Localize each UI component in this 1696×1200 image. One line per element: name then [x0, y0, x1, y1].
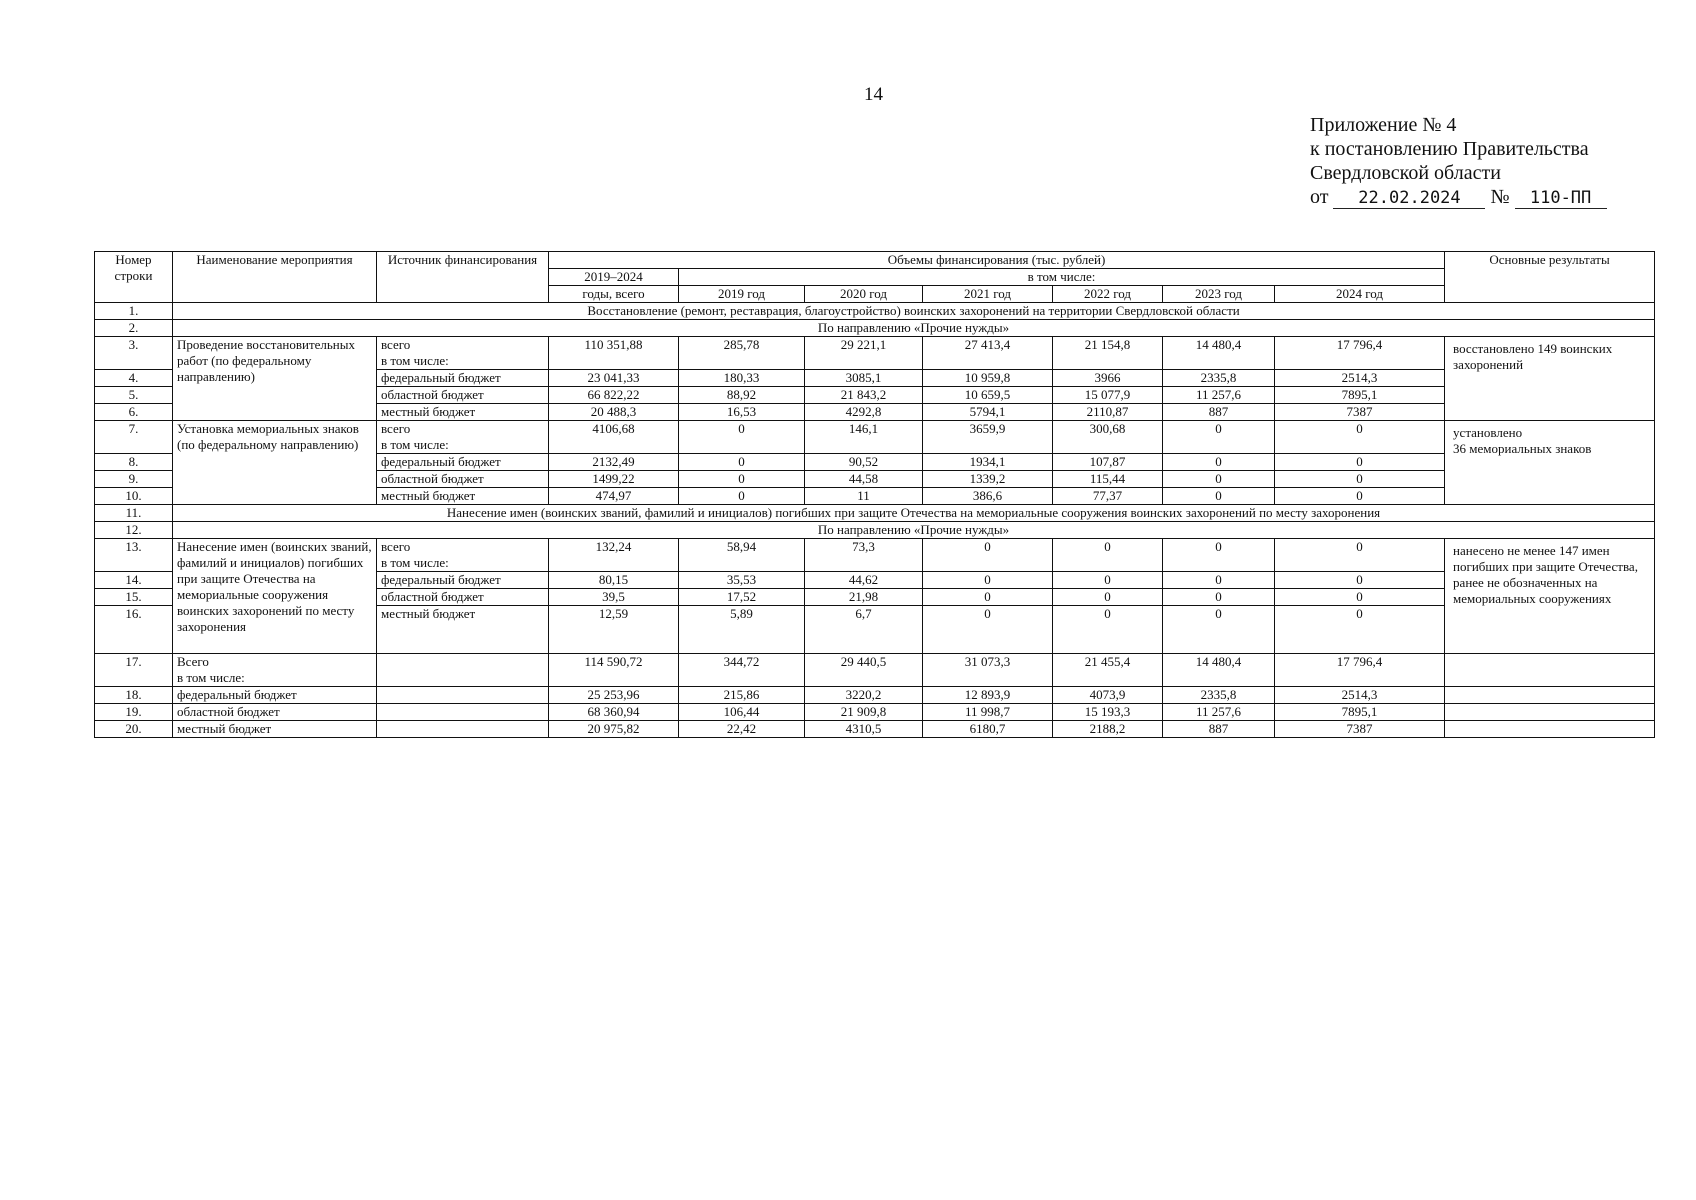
row-number: 15. — [95, 589, 173, 606]
value-cell: 0 — [1053, 539, 1163, 572]
totals-label: местный бюджет — [173, 721, 377, 738]
header-year: 2024 год — [1275, 286, 1445, 303]
value-cell: 12 893,9 — [923, 687, 1053, 704]
header-including: в том числе: — [679, 269, 1445, 286]
value-cell: 0 — [923, 606, 1053, 654]
row-number: 5. — [95, 387, 173, 404]
source-federal: федеральный бюджет — [377, 454, 549, 471]
value-cell: 0 — [1163, 589, 1275, 606]
result-cell: восстановлено 149 воинских захоронений — [1445, 337, 1655, 421]
value-cell: 23 041,33 — [549, 370, 679, 387]
value-cell: 4292,8 — [805, 404, 923, 421]
value-cell: 15 193,3 — [1053, 704, 1163, 721]
value-cell: 6,7 — [805, 606, 923, 654]
value-cell: 80,15 — [549, 572, 679, 589]
row-number: 7. — [95, 421, 173, 454]
source-total — [377, 539, 549, 572]
value-cell: 3966 — [1053, 370, 1163, 387]
value-cell: 4106,68 — [549, 421, 679, 454]
appendix-line-decree: к постановлению Правительства — [1310, 138, 1589, 160]
source-sublabel: в том числе: — [381, 555, 449, 570]
value-cell: 11 — [805, 488, 923, 505]
value-cell: 0 — [1163, 488, 1275, 505]
value-cell: 114 590,72 — [549, 654, 679, 687]
value-cell: 2132,49 — [549, 454, 679, 471]
value-cell: 25 253,96 — [549, 687, 679, 704]
header-results: Основные результаты — [1445, 252, 1655, 303]
row-number: 2. — [95, 320, 173, 337]
value-cell: 474,97 — [549, 488, 679, 505]
section-title: Восстановление (ремонт, реставрация, благоустройство) воинских захоронений на территории Свердловской области — [173, 303, 1655, 320]
value-cell: 132,24 — [549, 539, 679, 572]
value-cell: 20 488,3 — [549, 404, 679, 421]
value-cell: 68 360,94 — [549, 704, 679, 721]
row-number: 18. — [95, 687, 173, 704]
totals-label: федеральный бюджет — [173, 687, 377, 704]
row-number: 12. — [95, 522, 173, 539]
value-cell: 107,87 — [1053, 454, 1163, 471]
appendix-title: Приложение № 4 — [1310, 114, 1457, 136]
section-row — [95, 505, 1655, 522]
empty-cell — [1445, 721, 1655, 738]
header-volumes: Объемы финансирования (тыс. рублей) — [549, 252, 1445, 269]
value-cell: 21 909,8 — [805, 704, 923, 721]
result-line: установлено — [1453, 425, 1523, 440]
value-cell: 0 — [923, 589, 1053, 606]
section-row — [95, 303, 1655, 320]
row-number: 4. — [95, 370, 173, 387]
value-cell: 0 — [1275, 471, 1445, 488]
empty-cell — [1445, 704, 1655, 721]
row-number: 6. — [95, 404, 173, 421]
value-cell: 887 — [1163, 721, 1275, 738]
appendix-line-region: Свердловской области — [1310, 162, 1501, 184]
value-cell: 2335,8 — [1163, 370, 1275, 387]
value-cell: 5794,1 — [923, 404, 1053, 421]
source-local: местный бюджет — [377, 404, 549, 421]
value-cell: 1934,1 — [923, 454, 1053, 471]
value-cell: 17 796,4 — [1275, 337, 1445, 370]
value-cell: 44,62 — [805, 572, 923, 589]
row-number: 13. — [95, 539, 173, 572]
value-cell: 0 — [1163, 471, 1275, 488]
value-cell: 66 822,22 — [549, 387, 679, 404]
result-cell — [1445, 421, 1655, 505]
table-row — [95, 337, 1655, 370]
row-number: 8. — [95, 454, 173, 471]
decree-date: 22.02.2024 — [1333, 188, 1485, 209]
event-name: Установка мемориальных знаков (по федеральному направлению) — [173, 421, 377, 505]
value-cell: 20 975,82 — [549, 721, 679, 738]
totals-label-line: Всего — [177, 654, 209, 669]
row-number: 20. — [95, 721, 173, 738]
value-cell: 7895,1 — [1275, 387, 1445, 404]
value-cell: 21,98 — [805, 589, 923, 606]
row-number: 17. — [95, 654, 173, 687]
value-cell: 11 998,7 — [923, 704, 1053, 721]
value-cell: 31 073,3 — [923, 654, 1053, 687]
section-row — [95, 522, 1655, 539]
source-total — [377, 337, 549, 370]
value-cell: 0 — [1163, 606, 1275, 654]
value-cell: 1339,2 — [923, 471, 1053, 488]
empty-cell — [377, 704, 549, 721]
result-cell: нанесено не менее 147 имен погибших при защите Отечества, ранее не обозначенных на мемориальных сооружениях — [1445, 539, 1655, 654]
empty-cell — [377, 687, 549, 704]
section-title: По направлению «Прочие нужды» — [173, 522, 1655, 539]
value-cell: 22,42 — [679, 721, 805, 738]
source-label: всего — [381, 421, 411, 436]
header-source: Источник финансирования — [377, 252, 549, 303]
value-cell: 2188,2 — [1053, 721, 1163, 738]
value-cell: 14 480,4 — [1163, 337, 1275, 370]
row-number: 3. — [95, 337, 173, 370]
source-federal: федеральный бюджет — [377, 370, 549, 387]
value-cell: 344,72 — [679, 654, 805, 687]
page-number: 14 — [864, 84, 883, 105]
value-cell: 77,37 — [1053, 488, 1163, 505]
table-header-row — [95, 252, 1655, 269]
value-cell: 2514,3 — [1275, 370, 1445, 387]
value-cell: 215,86 — [679, 687, 805, 704]
source-local: местный бюджет — [377, 606, 549, 654]
appendix-header — [1310, 113, 1607, 209]
value-cell: 0 — [1275, 421, 1445, 454]
value-cell: 12,59 — [549, 606, 679, 654]
value-cell: 300,68 — [1053, 421, 1163, 454]
financing-table — [94, 251, 1655, 738]
value-cell: 0 — [923, 539, 1053, 572]
totals-row — [95, 687, 1655, 704]
totals-label-sub: в том числе: — [177, 670, 245, 685]
value-cell: 0 — [923, 572, 1053, 589]
value-cell: 0 — [1275, 539, 1445, 572]
empty-cell — [377, 654, 549, 687]
value-cell: 115,44 — [1053, 471, 1163, 488]
table-row — [95, 539, 1655, 572]
source-label: всего — [381, 539, 411, 554]
table-row — [95, 421, 1655, 454]
header-year: 2023 год — [1163, 286, 1275, 303]
empty-cell — [377, 721, 549, 738]
value-cell: 73,3 — [805, 539, 923, 572]
value-cell: 7387 — [1275, 404, 1445, 421]
value-cell: 58,94 — [679, 539, 805, 572]
header-year: 2020 год — [805, 286, 923, 303]
value-cell: 0 — [1053, 606, 1163, 654]
value-cell: 0 — [1163, 454, 1275, 471]
value-cell: 7387 — [1275, 721, 1445, 738]
row-number: 11. — [95, 505, 173, 522]
value-cell: 386,6 — [923, 488, 1053, 505]
value-cell: 4310,5 — [805, 721, 923, 738]
source-total — [377, 421, 549, 454]
value-cell: 2110,87 — [1053, 404, 1163, 421]
source-federal: федеральный бюджет — [377, 572, 549, 589]
row-number: 16. — [95, 606, 173, 654]
value-cell: 10 659,5 — [923, 387, 1053, 404]
header-year: 2021 год — [923, 286, 1053, 303]
value-cell: 7895,1 — [1275, 704, 1445, 721]
value-cell: 10 959,8 — [923, 370, 1053, 387]
value-cell: 21 455,4 — [1053, 654, 1163, 687]
row-number: 1. — [95, 303, 173, 320]
value-cell: 3659,9 — [923, 421, 1053, 454]
value-cell: 27 413,4 — [923, 337, 1053, 370]
source-regional: областной бюджет — [377, 589, 549, 606]
value-cell: 14 480,4 — [1163, 654, 1275, 687]
value-cell: 44,58 — [805, 471, 923, 488]
totals-row — [95, 704, 1655, 721]
section-title: Нанесение имен (воинских званий, фамилий и инициалов) погибших при защите Отечества на мемориальные сооружения воинских захоронений по месту захоронения — [173, 505, 1655, 522]
value-cell: 88,92 — [679, 387, 805, 404]
totals-row — [95, 721, 1655, 738]
value-cell: 1499,22 — [549, 471, 679, 488]
source-local: местный бюджет — [377, 488, 549, 505]
decree-number: 110-ПП — [1515, 188, 1607, 209]
section-title: По направлению «Прочие нужды» — [173, 320, 1655, 337]
row-number: 9. — [95, 471, 173, 488]
value-cell: 0 — [679, 488, 805, 505]
value-cell: 0 — [679, 421, 805, 454]
header-row-number: Номер строки — [95, 252, 173, 303]
value-cell: 0 — [1275, 572, 1445, 589]
value-cell: 17 796,4 — [1275, 654, 1445, 687]
header-event-name: Наименование мероприятия — [173, 252, 377, 303]
row-number: 19. — [95, 704, 173, 721]
value-cell: 0 — [1163, 539, 1275, 572]
event-name: Проведение восстановительных работ (по федеральному направлению) — [173, 337, 377, 421]
value-cell: 0 — [1163, 421, 1275, 454]
value-cell: 11 257,6 — [1163, 704, 1275, 721]
value-cell: 0 — [679, 454, 805, 471]
value-cell: 3220,2 — [805, 687, 923, 704]
appendix-date-row — [1310, 185, 1607, 209]
value-cell: 90,52 — [805, 454, 923, 471]
value-cell: 146,1 — [805, 421, 923, 454]
value-cell: 887 — [1163, 404, 1275, 421]
header-year: 2022 год — [1053, 286, 1163, 303]
value-cell: 0 — [1275, 606, 1445, 654]
value-cell: 0 — [1275, 589, 1445, 606]
totals-label: областной бюджет — [173, 704, 377, 721]
source-regional: областной бюджет — [377, 387, 549, 404]
value-cell: 39,5 — [549, 589, 679, 606]
value-cell: 2335,8 — [1163, 687, 1275, 704]
empty-cell — [1445, 654, 1655, 687]
source-regional: областной бюджет — [377, 471, 549, 488]
value-cell: 2514,3 — [1275, 687, 1445, 704]
value-cell: 16,53 — [679, 404, 805, 421]
value-cell: 0 — [1163, 572, 1275, 589]
value-cell: 11 257,6 — [1163, 387, 1275, 404]
value-cell: 0 — [1053, 589, 1163, 606]
value-cell: 0 — [1053, 572, 1163, 589]
source-sublabel: в том числе: — [381, 437, 449, 452]
value-cell: 0 — [679, 471, 805, 488]
value-cell: 4073,9 — [1053, 687, 1163, 704]
value-cell: 0 — [1275, 454, 1445, 471]
value-cell: 110 351,88 — [549, 337, 679, 370]
value-cell: 106,44 — [679, 704, 805, 721]
source-sublabel: в том числе: — [381, 353, 449, 368]
empty-cell — [1445, 687, 1655, 704]
value-cell: 29 221,1 — [805, 337, 923, 370]
section-row — [95, 320, 1655, 337]
value-cell: 21 154,8 — [1053, 337, 1163, 370]
value-cell: 21 843,2 — [805, 387, 923, 404]
row-number: 10. — [95, 488, 173, 505]
row-number: 14. — [95, 572, 173, 589]
header-total-period-sub: годы, всего — [549, 286, 679, 303]
source-label: всего — [381, 337, 411, 352]
value-cell: 35,53 — [679, 572, 805, 589]
header-total-period: 2019–2024 — [549, 269, 679, 286]
result-line: 36 мемориальных знаков — [1453, 441, 1592, 456]
value-cell: 6180,7 — [923, 721, 1053, 738]
value-cell: 0 — [1275, 488, 1445, 505]
value-cell: 15 077,9 — [1053, 387, 1163, 404]
totals-label — [173, 654, 377, 687]
value-cell: 29 440,5 — [805, 654, 923, 687]
value-cell: 17,52 — [679, 589, 805, 606]
value-cell: 3085,1 — [805, 370, 923, 387]
totals-row — [95, 654, 1655, 687]
value-cell: 285,78 — [679, 337, 805, 370]
event-name: Нанесение имен (воинских званий, фамилий и инициалов) погибших при защите Отечества на мемориальные сооружения воинских захоронений по месту захоронения — [173, 539, 377, 654]
value-cell: 180,33 — [679, 370, 805, 387]
number-prefix: № — [1490, 186, 1510, 208]
value-cell: 5,89 — [679, 606, 805, 654]
date-prefix: от — [1310, 186, 1329, 208]
header-year: 2019 год — [679, 286, 805, 303]
